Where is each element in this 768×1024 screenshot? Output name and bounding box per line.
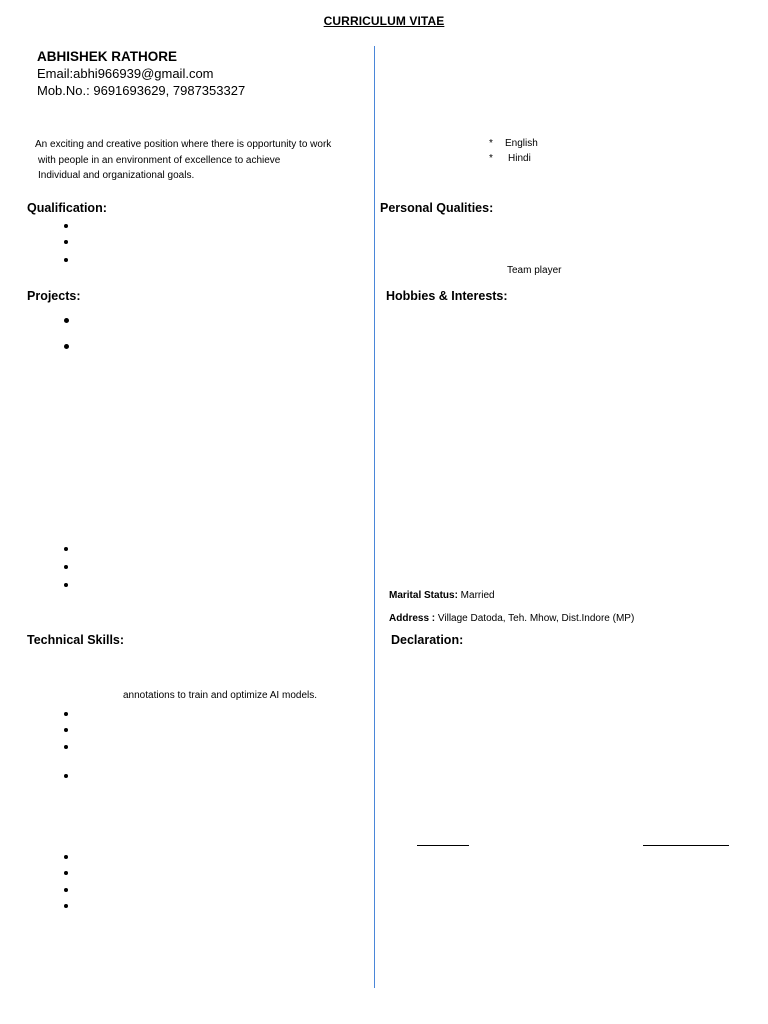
- bullet-icon: [64, 855, 68, 859]
- qualification-heading: Qualification:: [27, 201, 107, 215]
- bullet-icon: [64, 728, 68, 732]
- bullet-icon: [64, 774, 68, 778]
- bullet-icon: [64, 745, 68, 749]
- bullet-icon: [64, 712, 68, 716]
- bullet-icon: [64, 565, 68, 569]
- marital-status: [389, 590, 495, 601]
- language-item: [489, 153, 531, 164]
- personal-qualities-heading: Personal Qualities:: [380, 201, 494, 215]
- objective-line: with people in an environment of excellence to achieve: [38, 154, 281, 166]
- bullet-icon: [64, 547, 68, 551]
- asterisk-icon: *: [489, 153, 493, 164]
- language-item: [489, 138, 538, 149]
- applicant-name: ABHISHEK RATHORE: [37, 49, 178, 64]
- date-signature-line: [417, 845, 469, 846]
- hobbies-heading: Hobbies & Interests:: [386, 289, 508, 303]
- bullet-icon: [64, 871, 68, 875]
- bullet-icon: [64, 344, 69, 349]
- email-line: Email:abhi966939@gmail.com: [37, 66, 214, 81]
- phone-line: Mob.No.: 9691693629, 7987353327: [37, 83, 246, 98]
- bullet-icon: [64, 583, 68, 587]
- signature-line: [643, 845, 729, 846]
- asterisk-icon: *: [489, 138, 493, 149]
- career-objective: [35, 137, 375, 184]
- language-label: Hindi: [508, 153, 531, 164]
- marital-status-label: Marital Status:: [389, 590, 458, 601]
- marital-status-value: Married: [457, 590, 495, 601]
- technical-skills-heading: Technical Skills:: [27, 633, 125, 647]
- address: [389, 613, 634, 624]
- address-label: Address :: [389, 613, 436, 624]
- document-title: CURRICULUM VITAE: [323, 14, 445, 28]
- address-value: Village Datoda, Teh. Mhow, Dist.Indore (MP): [435, 613, 635, 624]
- bullet-icon: [64, 318, 69, 323]
- bullet-icon: [64, 888, 68, 892]
- column-divider: [374, 46, 375, 988]
- bullet-icon: [64, 904, 68, 908]
- declaration-heading: Declaration:: [391, 633, 464, 647]
- bullet-icon: [64, 224, 68, 228]
- language-label: English: [505, 138, 538, 149]
- objective-line: An exciting and creative position where there is opportunity to work: [35, 139, 332, 150]
- projects-heading: Projects:: [27, 289, 81, 303]
- bullet-icon: [64, 258, 68, 262]
- bullet-icon: [64, 240, 68, 244]
- objective-line: Individual and organizational goals.: [38, 170, 195, 181]
- personal-quality-item: Team player: [507, 265, 562, 276]
- technical-skills-text: annotations to train and optimize AI models.: [123, 690, 318, 701]
